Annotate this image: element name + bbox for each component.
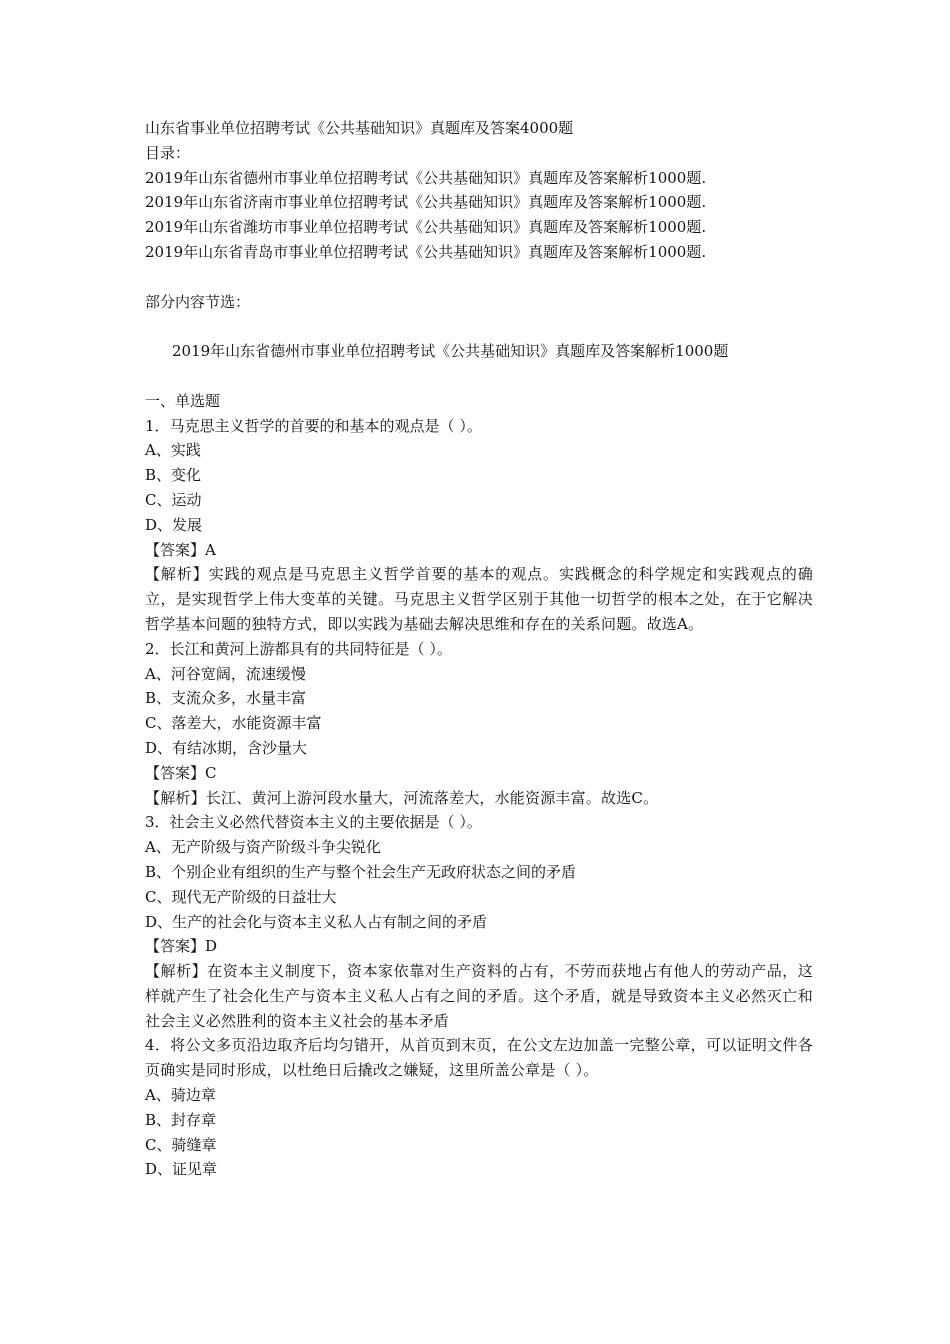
question-stem: 2．长江和黄河上游都具有的共同特征是（ ）。: [145, 639, 452, 658]
question-option: D、证见章: [145, 1160, 218, 1179]
question-analysis: 【解析】实践的观点是马克思主义哲学首要的基本的观点。实践概念的科学规定和实践观点的确立，是实现哲学上伟大变革的关键。马克思主义哲学区别于其他一切哲学的根本之处，在于它解决哲学基本问题的独特方式，即以实践为基础去解决思维和存在的关系问题。故选A。: [145, 565, 813, 633]
question-option: B、支流众多，水量丰富: [145, 689, 307, 708]
question-option: A、实践: [145, 441, 201, 460]
spacer: [145, 314, 813, 339]
question-option: A、无产阶级与资产阶级斗争尖锐化: [145, 838, 381, 857]
toc-item: 2019年山东省德州市事业单位招聘考试《公共基础知识》真题库及答案解析1000题.: [145, 168, 707, 187]
question-option: D、生产的社会化与资本主义私人占有制之间的矛盾: [145, 912, 488, 931]
question-option: B、封存章: [145, 1110, 217, 1129]
question-4: [145, 1033, 813, 1182]
document-body: [145, 116, 813, 1182]
question-option: A、河谷宽阔，流速缓慢: [145, 664, 306, 683]
question-option: B、个别企业有组织的生产与整个社会生产无政府状态之间的矛盾: [145, 862, 577, 881]
toc-item: 2019年山东省济南市事业单位招聘考试《公共基础知识》真题库及答案解析1000题.: [145, 193, 707, 212]
question-3: [145, 810, 813, 1033]
question-2: [145, 637, 813, 811]
excerpt-label: 部分内容节选：: [145, 292, 251, 311]
question-answer: 【答案】A: [145, 540, 216, 559]
toc-item: 2019年山东省潍坊市事业单位招聘考试《公共基础知识》真题库及答案解析1000题.: [145, 218, 707, 237]
question-option: C、骑缝章: [145, 1135, 217, 1154]
part-heading: 一、单选题: [145, 391, 221, 410]
question-option: D、发展: [145, 515, 203, 534]
section-title: 2019年山东省德州市事业单位招聘考试《公共基础知识》真题库及答案解析1000题: [172, 342, 729, 361]
question-option: C、现代无产阶级的日益壮大: [145, 887, 337, 906]
question-1: [145, 414, 813, 637]
spacer: [145, 364, 813, 389]
toc-item: 2019年山东省青岛市事业单位招聘考试《公共基础知识》真题库及答案解析1000题.: [145, 242, 707, 261]
question-stem: 1．马克思主义哲学的首要的和基本的观点是（ ）。: [145, 416, 482, 435]
question-analysis: 【解析】长江、黄河上游河段水量大，河流落差大，水能资源丰富。故选C。: [145, 788, 659, 807]
question-option: A、骑边章: [145, 1086, 216, 1105]
question-option: D、有结冰期，含沙量大: [145, 738, 308, 757]
question-answer: 【答案】D: [145, 937, 218, 956]
question-analysis: 【解析】在资本主义制度下，资本家依靠对生产资料的占有，不劳而获地占有他人的劳动产品，这样就产生了社会化生产与资本主义私人占有之间的矛盾。这个矛盾，就是导致资本主义必然灭亡和社会主义必然胜利的资本主义社会的基本矛盾: [145, 962, 813, 1030]
question-stem: 4．将公文多页沿边取齐后均匀错开，从首页到末页，在公文左边加盖一完整公章，可以证明文件各页确实是同时形成，以杜绝日后撬改之嫌疑，这里所盖公章是（ ）。: [145, 1036, 813, 1080]
question-option: C、运动: [145, 490, 202, 509]
question-option: C、落差大，水能资源丰富: [145, 714, 322, 733]
spacer: [145, 265, 813, 290]
question-stem: 3．社会主义必然代替资本主义的主要依据是（ ）。: [145, 813, 482, 832]
question-answer: 【答案】C: [145, 763, 217, 782]
toc-label: 目录：: [145, 143, 191, 162]
question-option: B、变化: [145, 466, 202, 485]
document-title: 山东省事业单位招聘考试《公共基础知识》真题库及答案4000题: [145, 119, 574, 137]
